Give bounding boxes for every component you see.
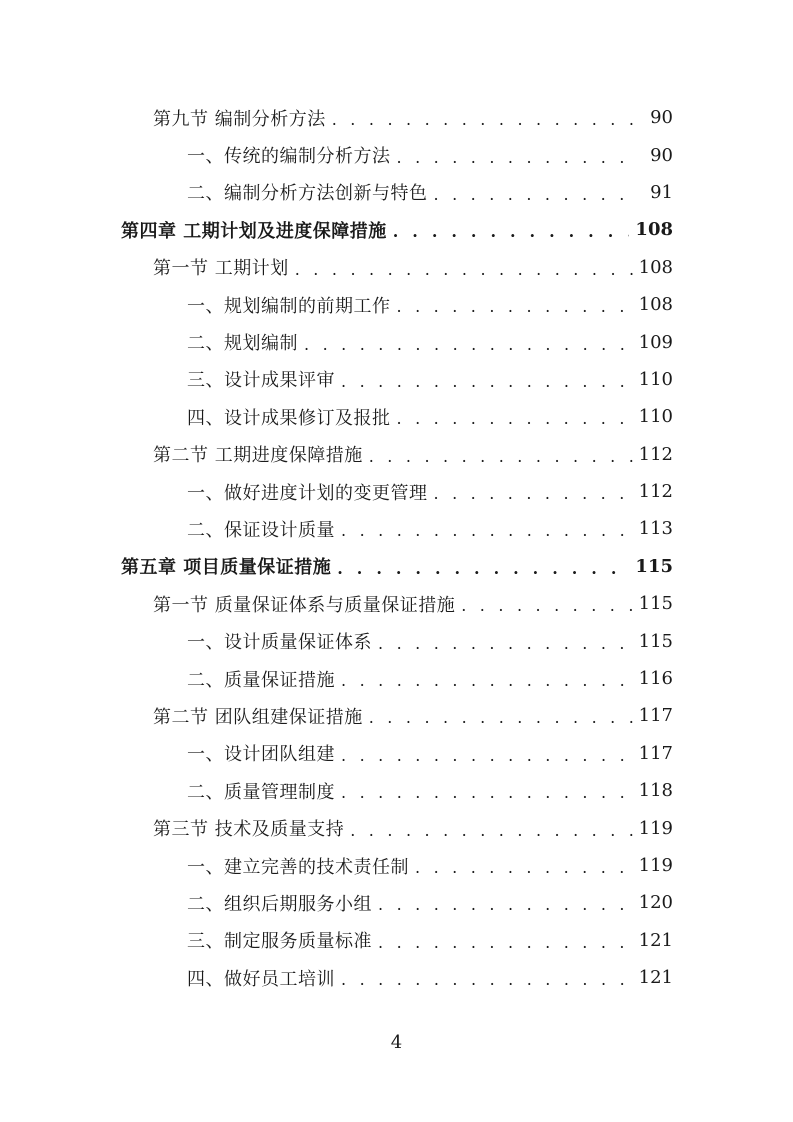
- toc-entry-label: 四、设计成果修订及报批: [187, 407, 391, 429]
- toc-dot-leader: [341, 521, 633, 540]
- toc-entry-label: 第二节 工期进度保障措施: [153, 445, 363, 467]
- toc-entry-page-number: 112: [638, 481, 673, 503]
- toc-dot-leader: [369, 708, 633, 727]
- toc-section-entry[interactable]: [0, 249, 793, 286]
- toc-entry-label: 一、做好进度计划的变更管理: [187, 482, 428, 504]
- toc-entry-page-number: 109: [638, 331, 673, 353]
- toc-section-entry[interactable]: [0, 436, 793, 473]
- toc-entry-label: 第二节 团队组建保证措施: [153, 706, 363, 728]
- toc-dot-leader: [341, 671, 633, 690]
- toc-dot-leader: [434, 484, 633, 503]
- toc-dot-leader: [341, 783, 633, 802]
- toc-entry-label: 二、编制分析方法创新与特色: [187, 183, 428, 205]
- toc-entry-label: 第一节 质量保证体系与质量保证措施: [153, 594, 456, 616]
- toc-dot-leader: [434, 185, 638, 204]
- toc-subsection-entry[interactable]: [0, 922, 793, 959]
- toc-entry-page-number: 119: [638, 855, 673, 876]
- toc-entry-page-number: 121: [638, 929, 673, 951]
- toc-dot-leader: [350, 821, 632, 840]
- toc-entry-label: 一、传统的编制分析方法: [187, 146, 391, 168]
- toc-subsection-entry[interactable]: [0, 959, 793, 996]
- toc-entry-label: 二、质量管理制度: [187, 781, 335, 803]
- toc-dot-leader: [378, 895, 633, 914]
- toc-subsection-entry[interactable]: [0, 884, 793, 921]
- toc-dot-leader: [378, 634, 633, 653]
- toc-dot-leader: [332, 110, 637, 129]
- toc-entry-page-number: 113: [638, 518, 673, 540]
- toc-entry-page-number: 118: [638, 780, 673, 802]
- toc-dot-leader: [369, 447, 633, 466]
- toc-entry-page-number: 108: [638, 256, 673, 278]
- toc-entry-label: 三、设计成果评审: [187, 370, 335, 392]
- toc-entry-page-number: 116: [638, 668, 673, 690]
- toc-entry-page-number: 108: [635, 219, 673, 241]
- toc-entry-page-number: 91: [650, 181, 673, 203]
- toc-entry-label: 三、制定服务质量标准: [187, 931, 372, 953]
- toc-dot-leader: [304, 335, 633, 354]
- toc-dot-leader: [341, 970, 633, 989]
- toc-entry-label: 二、质量保证措施: [187, 669, 335, 691]
- toc-entry-page-number: 119: [638, 817, 673, 839]
- toc-subsection-entry[interactable]: [0, 136, 793, 173]
- toc-entry-label: 第三节 技术及质量支持: [153, 819, 345, 841]
- toc-entry-page-number: 90: [650, 107, 673, 129]
- toc-chapter-entry[interactable]: [0, 211, 793, 248]
- toc-entry-label: 二、组织后期服务小组: [187, 893, 372, 915]
- toc-subsection-entry[interactable]: [0, 735, 793, 772]
- toc-dot-leader: [337, 559, 629, 578]
- toc-entry-page-number: 115: [635, 555, 673, 577]
- toc-entry-page-number: 115: [638, 593, 673, 615]
- toc-chapter-entry[interactable]: [0, 548, 793, 585]
- toc-entry-page-number: 117: [638, 705, 673, 727]
- toc-dot-leader: [397, 148, 638, 167]
- toc-subsection-entry[interactable]: [0, 847, 793, 884]
- toc-subsection-entry[interactable]: [0, 510, 793, 547]
- toc-entry-page-number: 90: [650, 144, 673, 166]
- toc-entry-label: 四、做好员工培训: [187, 968, 335, 990]
- toc-entry-label: 一、规划编制的前期工作: [187, 295, 391, 317]
- toc-dot-leader: [393, 222, 630, 241]
- toc-section-entry[interactable]: [0, 585, 793, 622]
- toc-entry-page-number: 117: [638, 742, 673, 764]
- toc-dot-leader: [295, 260, 633, 279]
- toc-entry-label: 一、建立完善的技术责任制: [187, 856, 409, 878]
- page-number: 4: [390, 1032, 403, 1053]
- toc-entry-label: 一、设计团队组建: [187, 744, 335, 766]
- toc-section-entry[interactable]: [0, 99, 793, 136]
- toc-entry-label: 二、保证设计质量: [187, 519, 335, 541]
- toc-entry-page-number: 110: [638, 368, 673, 390]
- toc-section-entry[interactable]: [0, 697, 793, 734]
- toc-entry-label: 一、设计质量保证体系: [187, 632, 372, 654]
- toc-dot-leader: [415, 858, 633, 877]
- toc-dot-leader: [378, 933, 633, 952]
- toc-entry-label: 二、规划编制: [187, 333, 298, 355]
- toc-entry-page-number: 110: [638, 406, 673, 428]
- toc-entry-page-number: 121: [638, 967, 673, 989]
- toc-subsection-entry[interactable]: [0, 622, 793, 659]
- toc-subsection-entry[interactable]: [0, 772, 793, 809]
- toc-entry-label: 第五章 项目质量保证措施: [121, 557, 332, 579]
- toc-entry-label: 第九节 编制分析方法: [153, 108, 326, 130]
- toc-entry-page-number: 120: [638, 892, 673, 914]
- toc-subsection-entry[interactable]: [0, 473, 793, 510]
- table-of-contents: [0, 99, 793, 996]
- toc-subsection-entry[interactable]: [0, 174, 793, 211]
- toc-dot-leader: [341, 746, 633, 765]
- toc-subsection-entry[interactable]: [0, 361, 793, 398]
- toc-entry-page-number: 108: [638, 294, 673, 316]
- toc-entry-label: 第一节 工期计划: [153, 258, 289, 280]
- toc-entry-label: 第四章 工期计划及进度保障措施: [121, 220, 387, 242]
- toc-entry-page-number: 112: [638, 443, 673, 465]
- toc-subsection-entry[interactable]: [0, 398, 793, 435]
- toc-subsection-entry[interactable]: [0, 660, 793, 697]
- toc-subsection-entry[interactable]: [0, 286, 793, 323]
- toc-entry-page-number: 115: [638, 630, 673, 652]
- toc-dot-leader: [397, 409, 633, 428]
- toc-subsection-entry[interactable]: [0, 323, 793, 360]
- toc-dot-leader: [341, 372, 633, 391]
- toc-section-entry[interactable]: [0, 809, 793, 846]
- toc-dot-leader: [397, 297, 633, 316]
- toc-dot-leader: [461, 596, 632, 615]
